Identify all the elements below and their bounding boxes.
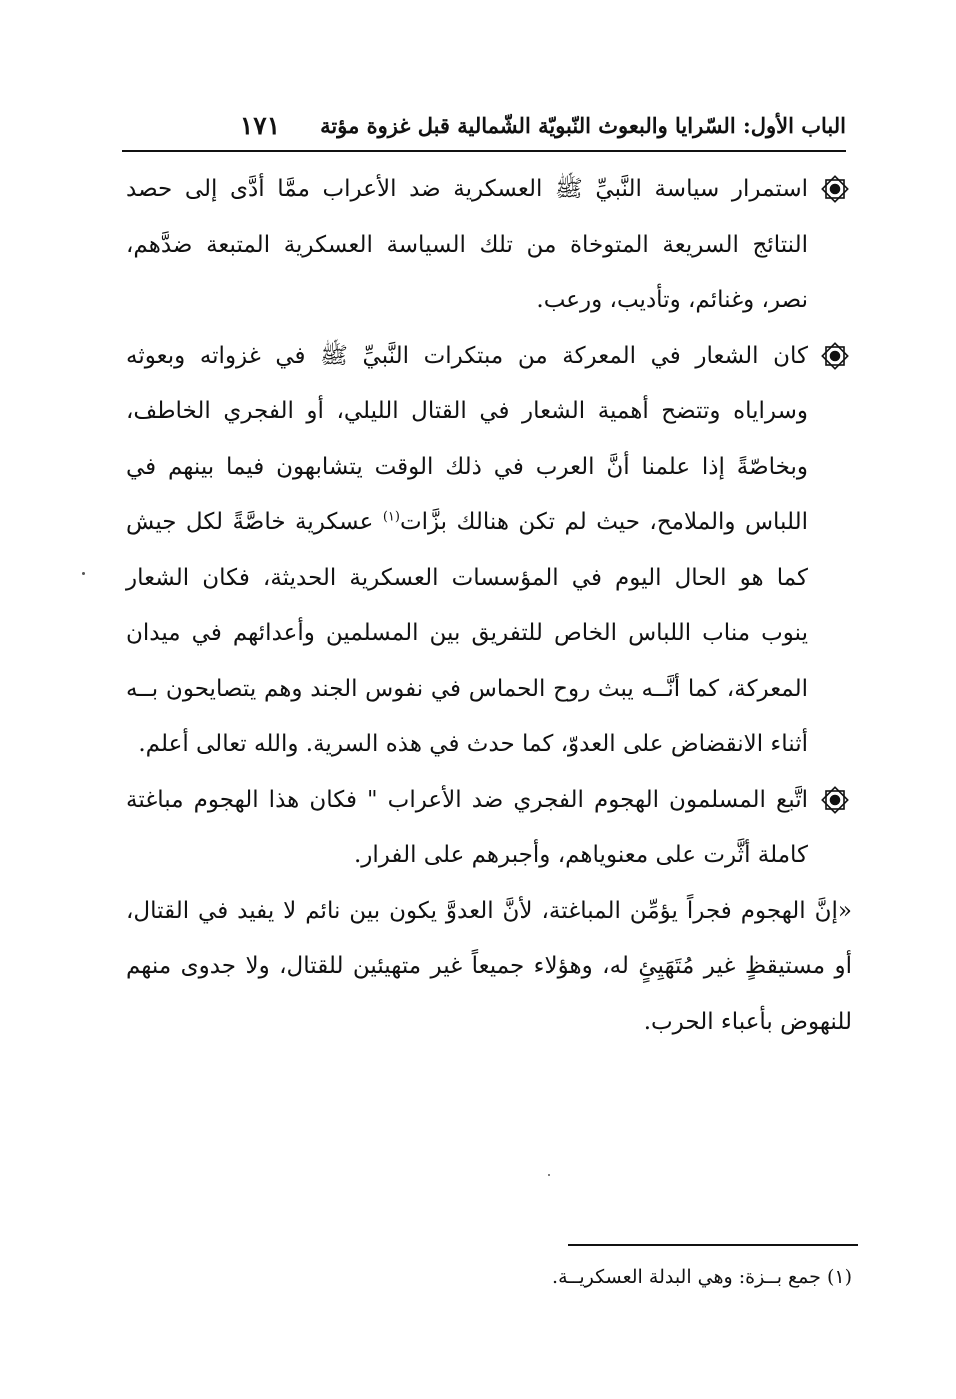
bullet-point (126, 329, 852, 773)
quotation: «إنَّ الهجوم فجراً يؤمِّن المباغتة، لأنَّ العدوَّ يكون بين نائم لا يفيد في القتال، أو مستيقظٍ غير مُتَهَيِئٍ له، وهؤلاء جميعاً غير متهيئين للقتال، ولا جدوى منهم للنهوض بأعباء الحرب. (126, 897, 852, 1035)
footnote-marker: (١) (382, 509, 400, 525)
page-number: ١٧١ (239, 110, 281, 140)
bullet-text: استمرار سياسة النَّبيِّ ﷺ العسكرية ضد الأعراب ممَّا أدَّى إلى حصد النتائج السريعة المتوخاة من تلك السياسة العسكرية المتبعة ضدَّهم، نصر، وغنائم، وتأديب، ورعب. (126, 176, 808, 313)
footnote-text: جمع بــزة: وهي البدلة العسكريــة. (552, 1266, 821, 1288)
scan-speck (548, 1174, 550, 1176)
chapter-title: الباب الأول: السّرايا والبعوث النّبويّة الشّمالية قبل غزوة مؤتة (320, 112, 846, 138)
scan-speck (82, 572, 85, 575)
bullet-point (126, 773, 852, 884)
bullet-text: اتَّبع المسلمون الهجوم الفجري ضد الأعراب " فكان هذا الهجوم مباغتة كاملة أثَّرت على معنوياهم، وأجبرهم على الفرار. (126, 786, 808, 868)
running-header (122, 100, 846, 152)
star-ornament-icon (820, 174, 850, 204)
footnote-divider (568, 1244, 858, 1246)
body-text (126, 162, 852, 1050)
star-ornament-icon (820, 785, 850, 815)
footnote-marker: (١) (826, 1266, 852, 1288)
bullet-point (126, 162, 852, 329)
bullet-text (126, 329, 808, 773)
star-ornament-icon (820, 341, 850, 371)
footnote (552, 1262, 852, 1292)
bullet-text-part: عسكرية خاصَّةً لكل جيش كما هو الحال اليوم في المؤسسات العسكرية الحديثة، فكان الشعار ينوب مناب اللباس الخاص للتفريق بين المسلمين وأعدائهم في ميدان المعركة، كما أنَّــه يبث روح الحماس في نفوس الجند وهم يتصايحون بــه أثناء الانقضاض على العدوّ، كما حدث في هذه السرية. والله تعالى أعلم. (126, 509, 808, 757)
bullet-text-part: كان الشعار في المعركة من مبتكرات النَّبيِّ ﷺ في غزواته وبعوثه وسراياه وتتضح أهمية الشعار في القتال الليلي، أو الفجري الخاطف، وبخاصّةً إذا علمنا أنَّ العرب في ذلك الوقت يتشابهون فيما بينهم في اللباس والملامح، حيث لم تكن هنالك بزَّات (126, 342, 808, 535)
